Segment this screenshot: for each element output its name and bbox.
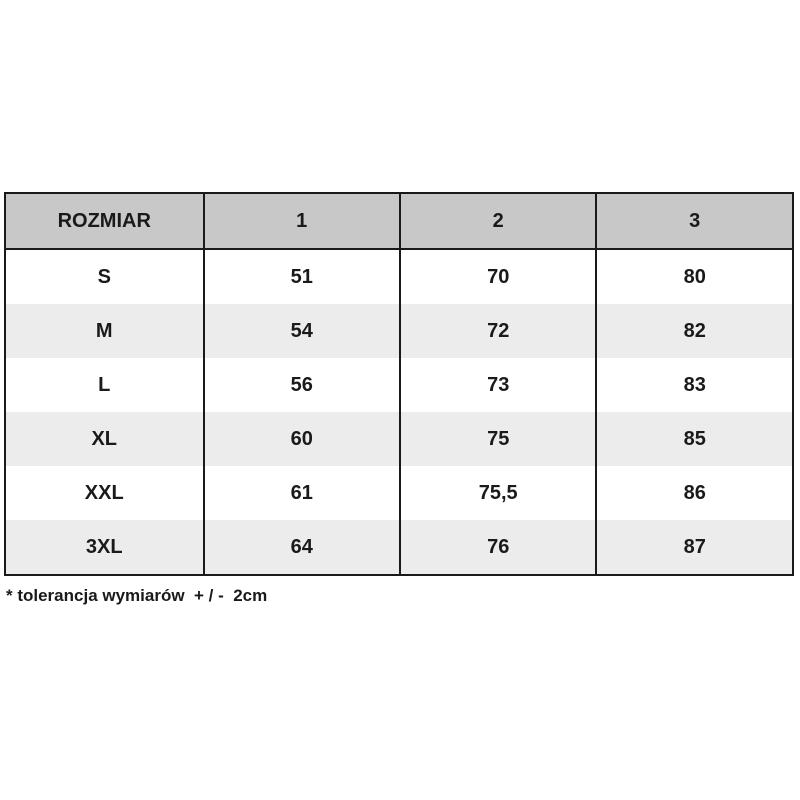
table-row [5,412,793,466]
measure-1-cell: 64 [204,520,400,575]
size-cell: 3XL [5,520,204,575]
size-chart-table [4,192,794,576]
header-measure-3: 3 [596,193,793,249]
table-row [5,520,793,575]
measure-2-cell: 73 [400,358,596,412]
measure-2-cell: 72 [400,304,596,358]
size-cell: S [5,249,204,304]
table-row [5,249,793,304]
measure-1-cell: 54 [204,304,400,358]
measure-1-cell: 51 [204,249,400,304]
measure-2-cell: 76 [400,520,596,575]
measure-3-cell: 80 [596,249,793,304]
measure-3-cell: 85 [596,412,793,466]
measure-2-cell: 75 [400,412,596,466]
measure-3-cell: 83 [596,358,793,412]
table-row [5,304,793,358]
table-row [5,466,793,520]
size-cell: XL [5,412,204,466]
measure-3-cell: 86 [596,466,793,520]
tolerance-footnote: * tolerancja wymiarów + / - 2cm [6,586,268,605]
measure-3-cell: 87 [596,520,793,575]
size-cell: L [5,358,204,412]
table-header-row [5,193,793,249]
size-cell: M [5,304,204,358]
measure-2-cell: 70 [400,249,596,304]
measure-3-cell: 82 [596,304,793,358]
header-measure-1: 1 [204,193,400,249]
size-cell: XXL [5,466,204,520]
measure-2-cell: 75,5 [400,466,596,520]
measure-1-cell: 61 [204,466,400,520]
table-row [5,358,793,412]
header-measure-2: 2 [400,193,596,249]
header-size: ROZMIAR [5,193,204,249]
measure-1-cell: 56 [204,358,400,412]
measure-1-cell: 60 [204,412,400,466]
